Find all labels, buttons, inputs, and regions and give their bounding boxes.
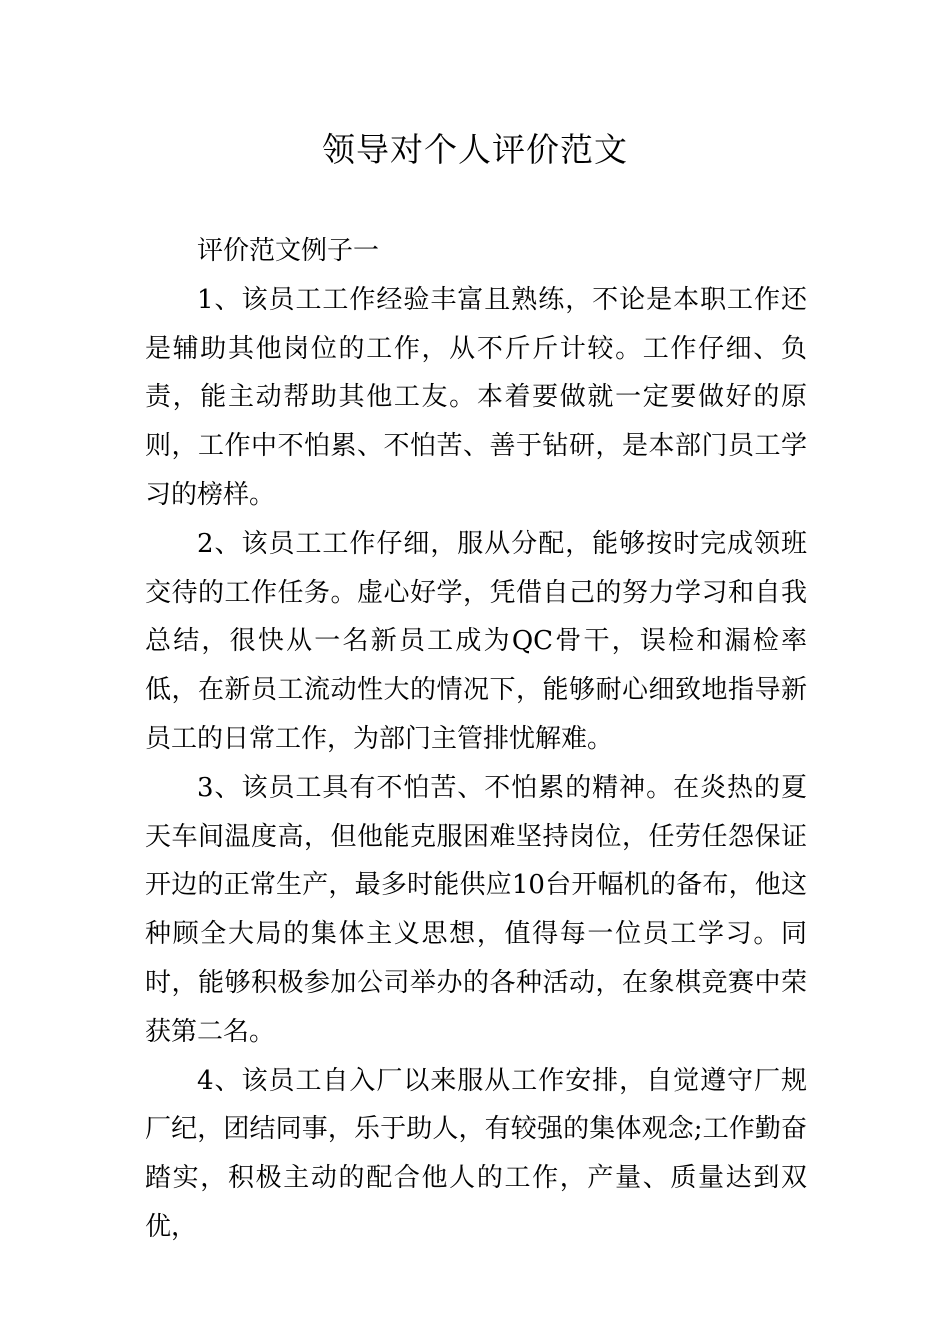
document-body: [145, 227, 807, 1252]
paragraph-heading: 评价范文例子一: [197, 236, 380, 266]
document-title: 领导对个人评价范文: [322, 130, 628, 169]
paragraph: 3、该员工具有不怕苦、不怕累的精神。在炎热的夏天车间温度高，但他能克服困难坚持岗位，任劳任怨保证开边的正常生产，最多时能供应10台开幅机的备布，他这种顾全大局的集体主义思想，值得每一位员工学习。同时，能够积极参加公司举办的各种活动，在象棋竞赛中荣获第二名。: [145, 772, 807, 1047]
paragraph: 2、该员工工作仔细，服从分配，能够按时完成领班交待的工作任务。虚心好学，凭借自己的努力学习和自我总结，很快从一名新员工成为QC骨干，误检和漏检率低，在新员工流动性大的情况下，能够耐心细致地指导新员工的日常工作，为部门主管排忧解难。: [145, 528, 807, 754]
paragraph: 1、该员工工作经验丰富且熟练，不论是本职工作还是辅助其他岗位的工作，从不斤斤计较。工作仔细、负责，能主动帮助其他工友。本着要做就一定要做好的原则，工作中不怕累、不怕苦、善于钻研，是本部门员工学习的榜样。: [145, 284, 807, 510]
paragraph: 4、该员工自入厂以来服从工作安排，自觉遵守厂规厂纪，团结同事，乐于助人，有较强的集体观念;工作勤奋踏实，积极主动的配合他人的工作，产量、质量达到双优，: [145, 1065, 807, 1242]
